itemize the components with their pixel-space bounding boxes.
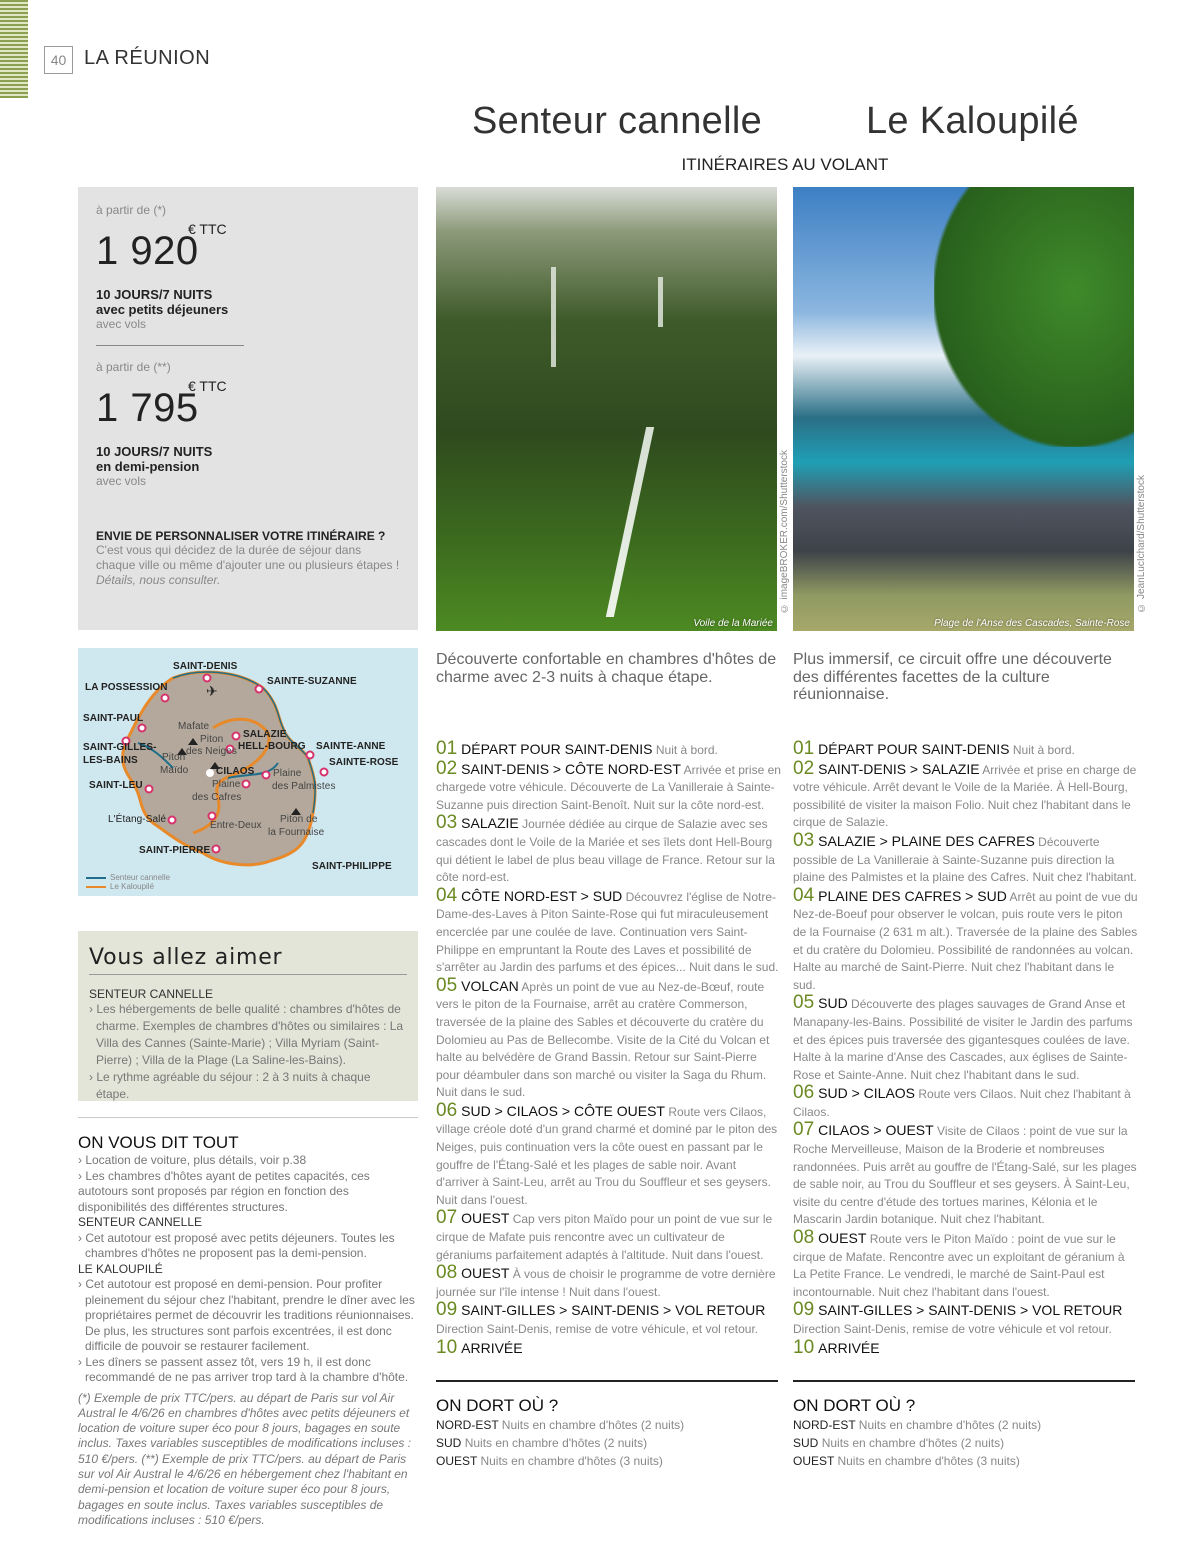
photo-caption: Voile de la Mariée xyxy=(693,618,773,629)
step-title: DÉPART POUR SAINT-DENIS xyxy=(818,741,1010,757)
flights: avec vols xyxy=(96,474,147,488)
price-row xyxy=(96,378,400,430)
step-text: Découverte possible de La Vanilleraie à Sainte-Suzanne puis direction la plaine des Palmistes et la plaine des Cafres. Nuit chez l'habitant. xyxy=(793,834,1137,885)
divider xyxy=(96,345,244,346)
accommodation-row xyxy=(793,1434,1135,1452)
step-text: Arrivée et prise en charge de votre véhicule. Arrêt devant le Voile de la Mariée. À Hell-Bourg, possibilité de visiter la maison Folio. Nuit chez l'habitant dans le cirque de Salazie. xyxy=(793,762,1137,830)
step-number: 05 xyxy=(793,992,815,1014)
step-number: 06 xyxy=(436,1099,458,1121)
circuit-title-senteur: Senteur cannelle xyxy=(472,100,763,142)
info-item: › Cet autotour est proposé en demi-pension. Pour profiter pleinement du séjour chez l'habitant, prendre le dîner avec les propriétaires permet de découvrir les traditions réunionnaises. De plus, les structures sont parfois excentrées, il est donc difficile de pouvoir se restaurer facilement. xyxy=(78,1277,415,1353)
step-number: 07 xyxy=(793,1119,815,1141)
step-text: Nuit à bord. xyxy=(655,743,718,757)
step-number: 02 xyxy=(436,757,458,779)
duration: 10 JOURS/7 NUITS xyxy=(96,444,213,459)
region: SUD xyxy=(436,1436,462,1450)
map-label: SAINT-DENIS xyxy=(173,661,238,672)
step-number: 01 xyxy=(436,738,458,759)
highlights-section: SENTEUR CANNELLE xyxy=(89,987,214,1001)
map-label: SAINTE-ROSE xyxy=(329,757,399,768)
step-number: 07 xyxy=(436,1207,458,1229)
map-label: SAINTE-SUZANNE xyxy=(267,676,357,687)
svg-text:✈: ✈ xyxy=(206,684,218,700)
itinerary-step xyxy=(793,1336,1138,1359)
step-title: SUD > CILAOS > CÔTE OUEST xyxy=(461,1102,665,1119)
step-text: Route vers Cilaos. Nuit chez l'habitant à Cilaos. xyxy=(793,1087,1131,1119)
region: OUEST xyxy=(793,1454,835,1468)
step-number: 04 xyxy=(436,884,458,906)
map-label: HELL-BOURG xyxy=(238,741,306,752)
step-number: 06 xyxy=(793,1082,815,1104)
step-text: Arrêt au point de vue du Nez-de-Boeuf pour observer le volcan, puis route vers le piton de la Fournaise (2 631 m alt.). Traversée de la plaine des Sables et du cratère du Dolomieu. Possibilité de randonnées au volcan. Halte au marché de Saint-Pierre. Nuit chez l'habitant dans le sud. xyxy=(793,889,1138,992)
step-number: 10 xyxy=(436,1336,458,1358)
step-title: OUEST xyxy=(461,1210,510,1227)
legend-label: Senteur cannelle xyxy=(110,873,171,882)
region: SUD xyxy=(793,1436,819,1450)
price-currency: € TTC xyxy=(188,221,227,237)
itinerary-step xyxy=(793,1229,1138,1301)
photo-caption: Plage de l'Anse des Cascades, Sainte-Rose xyxy=(934,618,1130,629)
price-value: 1 795 xyxy=(96,386,199,430)
photo-credit: © JeanLucIchard/Shutterstock xyxy=(1136,475,1147,613)
map-label: SAINT-PIERRE xyxy=(139,845,211,856)
intro-senteur: Découverte confortable en chambres d'hôtes de charme avec 2-3 nuits à chaque étape. xyxy=(436,651,777,686)
itinerary-step xyxy=(793,757,1138,832)
map-label: SAINT-PAUL xyxy=(83,713,144,724)
step-text: Nuit à bord. xyxy=(1012,743,1075,757)
duration: 10 JOURS/7 NUITS xyxy=(96,287,213,302)
waterfall-shape xyxy=(658,277,663,327)
itinerary-step xyxy=(436,1301,781,1338)
highlights-box xyxy=(78,931,418,1101)
accommodation-title: ON DORT OÙ ? xyxy=(436,1396,559,1415)
map-legend xyxy=(86,873,170,891)
price-box xyxy=(78,187,418,630)
accommodation-row xyxy=(436,1416,778,1434)
customize-text: C'est vous qui décidez de la durée de séjour dans chaque ville ou même d'ajouter une ou plusieurs étapes ! xyxy=(96,543,400,572)
accommodation-row xyxy=(793,1416,1135,1434)
highlight-item: › Le rythme agréable du séjour : 2 à 3 nuits à chaque étape. xyxy=(89,1070,371,1101)
nights: Nuits en chambre d'hôtes (3 nuits) xyxy=(837,1454,1020,1468)
map-label: LA POSSESSION xyxy=(85,682,168,693)
itinerary-step xyxy=(793,884,1138,995)
decorative-stripes xyxy=(0,0,28,98)
flights: avec vols xyxy=(96,317,147,331)
info-item: › Cet autotour est proposé avec petits déjeuners. Toutes les chambres d'hôtes ne proposent pas la demi-pension. xyxy=(78,1230,395,1260)
step-number: 05 xyxy=(436,974,458,996)
itinerary-step xyxy=(436,1264,781,1301)
itinerary-step xyxy=(793,994,1138,1084)
photo-credit: © imageBROKER.com/Shutterstock xyxy=(779,450,790,614)
map-label: SAINT-GILLES- xyxy=(83,742,157,753)
itinerary-step xyxy=(793,1121,1138,1229)
accommodation-row xyxy=(793,1452,1135,1470)
map-label: SALAZIE xyxy=(243,729,287,740)
info-title: ON VOUS DIT TOUT xyxy=(78,1133,239,1152)
itinerary-kaloupile xyxy=(793,740,1138,1358)
subtitle: ITINÉRAIRES AU VOLANT xyxy=(681,155,889,174)
itinerary-step xyxy=(436,974,781,1102)
circuit-title-kaloupile: Le Kaloupilé xyxy=(866,100,1079,142)
intro-kaloupile: Plus immersif, ce circuit offre une découverte des différentes facettes de la culture réunionnaise. xyxy=(793,651,1112,703)
step-text: Cap vers piton Maïdo pour un point de vue sur le cirque de Mafate puis rencontre avec un cultivateur de géraniums parfaitement adaptés à l'altitude. Nuit dans l'ouest. xyxy=(436,1212,773,1262)
highlight-item: › Les hébergements de belle qualité : chambres d'hôtes de charme. Exemples de chambres d'hôtes ou similaires : La Villa des Cannes (Sainte-Marie) ; Villa Myriam (Saint-Pierre) ; Villa de la Plage (La Saline-les-Bains). xyxy=(89,1002,404,1067)
accommodation-kaloupile xyxy=(793,1380,1135,1470)
itinerary-step xyxy=(793,829,1138,887)
region: NORD-EST xyxy=(793,1418,856,1432)
itinerary-step xyxy=(436,740,781,760)
step-title: ARRIVÉE xyxy=(818,1339,880,1356)
step-number: 04 xyxy=(793,884,815,906)
step-text: Journée dédiée au cirque de Salazie avec ses cascades dont le Voile de la Mariée et ses îlets dont Hell-Bourg qui détient le label de plus beau village de France. Retour sur la côte nord-est. xyxy=(436,817,775,885)
step-number: 09 xyxy=(436,1299,458,1321)
step-title: SALAZIE > PLAINE DES CAFRES xyxy=(818,832,1035,849)
map-label: Plaine xyxy=(273,768,302,779)
step-number: 08 xyxy=(793,1227,815,1249)
itinerary-step xyxy=(436,1099,781,1210)
reunion-map xyxy=(78,648,418,896)
region: NORD-EST xyxy=(436,1418,499,1432)
price-currency: € TTC xyxy=(188,378,227,394)
step-text: Découvrez l'église de Notre-Dame-des-Laves à Piton Sainte-Rose qui fut miraculeusement encerclée par une coulée de lave. Continuation vers Saint-Philippe en empruntant la Route des Laves et possibilité de s'arrêter au Jardin des parfums et des épices... Nuit dans le sud. xyxy=(436,889,779,975)
customize-title: ENVIE DE PERSONNALISER VOTRE ITINÉRAIRE ? xyxy=(96,529,386,543)
step-title: OUEST xyxy=(461,1265,510,1282)
step-number: 08 xyxy=(436,1262,458,1284)
map-label: LES-BAINS xyxy=(83,755,138,766)
itinerary-senteur xyxy=(436,740,781,1358)
nights: Nuits en chambre d'hôtes (2 nuits) xyxy=(858,1418,1042,1432)
price-from-label: à partir de (*) xyxy=(96,203,167,217)
photo-waterfall xyxy=(436,187,777,631)
step-number: 10 xyxy=(793,1336,815,1358)
step-title: DÉPART POUR SAINT-DENIS xyxy=(461,741,653,757)
step-text: Route vers le Piton Maïdo : point de vue sur le cirque de Mafate. Rencontre avec un exploitant de géranium à La Petite France. Le vendredi, le marché de Saint-Paul est incontournable. Nuit chez l'habitant dans l'ouest. xyxy=(793,1232,1125,1299)
itinerary-step xyxy=(436,757,781,815)
photo-coast xyxy=(793,187,1134,631)
step-number: 01 xyxy=(793,738,815,759)
customize-note: Détails, nous consulter. xyxy=(96,573,221,587)
highlights-title: Vous allez aimer xyxy=(89,945,407,975)
map-label: Plaine xyxy=(212,779,241,790)
step-title: SUD > CILAOS xyxy=(818,1085,916,1102)
step-title: ARRIVÉE xyxy=(461,1339,523,1356)
region: OUEST xyxy=(436,1454,478,1468)
info-section xyxy=(78,1133,418,1528)
accommodation-row xyxy=(436,1434,778,1452)
accommodation-title: ON DORT OÙ ? xyxy=(793,1396,916,1415)
cliff-shape xyxy=(934,187,1134,447)
waterfall-shape xyxy=(551,267,556,367)
waterfall-shape xyxy=(606,427,654,617)
divider xyxy=(78,1117,418,1118)
step-text: À vous de choisir le programme de votre dernière journée sur l'île intense ! Nuit dans l'ouest. xyxy=(436,1267,776,1299)
itinerary-step xyxy=(436,1336,781,1359)
accommodation-row xyxy=(436,1452,778,1470)
itinerary-step xyxy=(793,1084,1138,1121)
step-number: 03 xyxy=(436,812,458,834)
step-title: SAINT-GILLES > SAINT-DENIS > VOL RETOUR xyxy=(818,1302,1123,1319)
price-row xyxy=(96,221,400,273)
itinerary-step xyxy=(793,1301,1138,1338)
map-label: Maïdo xyxy=(160,765,189,776)
step-text: Visite de Cilaos : point de vue sur la Roche Merveilleuse, Maison de la Broderie et nombreuses randonnées. Puis arrêt au gouffre de l'Étang-Salé, sur les plages de sable noir, au Trou du Souffleur et ses geysers. À Saint-Leu, visite du centre d'étude des tortues marines, Kélonia et le Mascarin Jardin botanique. Nuit chez l'habitant. xyxy=(793,1124,1137,1227)
info-item: › Les dîners se passent assez tôt, vers 19 h, il est donc recommandé de ne pas arriver trop tard à la chambre d'hôte. xyxy=(78,1354,409,1384)
nights: Nuits en chambre d'hôtes (2 nuits) xyxy=(464,1436,648,1450)
step-title: OUEST xyxy=(818,1230,867,1247)
price-from-label: à partir de (**) xyxy=(96,360,171,374)
nights: Nuits en chambre d'hôtes (3 nuits) xyxy=(480,1454,663,1468)
itinerary-step xyxy=(436,814,781,886)
board: en demi-pension xyxy=(96,459,200,474)
step-title: VOLCAN xyxy=(461,977,519,994)
step-title: SAINT-GILLES > SAINT-DENIS > VOL RETOUR xyxy=(461,1302,766,1319)
legend-line-icon xyxy=(86,877,106,879)
map-label: la Fournaise xyxy=(268,827,325,838)
map-label: des Cafres xyxy=(192,792,242,803)
step-number: 03 xyxy=(793,829,815,851)
itinerary-step xyxy=(436,1209,781,1264)
step-title: SAINT-DENIS > CÔTE NORD-EST xyxy=(461,760,681,777)
price-footnote: (*) Exemple de prix TTC/pers. au départ de Paris sur vol Air Austral le 4/6/26 en chambres d'hôtes avec petits déjeuners et location de voiture super éco pour 8 jours, bagages en soute inclus. Taxes variables susceptibles de modifications incluses : 510 €/pers. (**) Exemple de prix TTC/pers. au départ de Paris sur vol Air Austral le 4/6/26 en hébergement chez l'habitant en demi-pension et location de voiture super éco pour 8 jours, bagages en soute inclus. Taxes variables susceptibles de modifications incluses : 510 €/pers. xyxy=(78,1390,412,1527)
map-label: Piton de xyxy=(280,814,318,825)
map-label: CILAOS xyxy=(216,766,255,777)
map-label: Piton xyxy=(200,734,224,745)
step-title: SUD xyxy=(818,995,848,1012)
nights: Nuits en chambre d'hôtes (2 nuits) xyxy=(821,1436,1005,1450)
map-label: des Neiges xyxy=(186,746,238,757)
step-title: CILAOS > OUEST xyxy=(818,1122,934,1139)
itinerary-step xyxy=(436,884,781,977)
section-title: LA RÉUNION xyxy=(84,47,211,69)
info-item: › Location de voiture, plus détails, voir p.38 xyxy=(78,1153,307,1167)
info-subtitle: LE KALOUPILÉ xyxy=(78,1261,163,1276)
page-number: 40 xyxy=(44,46,73,74)
price-value: 1 920 xyxy=(96,229,199,273)
step-title: PLAINE DES CAFRES > SUD xyxy=(818,887,1007,904)
step-text: Direction Saint-Denis, remise de votre véhicule, et vol retour. xyxy=(436,1322,759,1336)
map-label: Piton xyxy=(162,752,186,763)
accommodation-senteur xyxy=(436,1380,778,1470)
map-label: Entre-Deux xyxy=(210,820,262,831)
map-label: SAINT-LEU xyxy=(89,780,143,791)
step-number: 02 xyxy=(793,757,815,779)
step-text: Route vers Cilaos, village créole doté d'un grand charmé et dominé par le piton des Neiges, puis continuation vers la côte ouest en passant par le gouffre de l'Étang-Salé et les plages de sable noir. Avant d'arriver à Saint-Leu, arrêt au Trou du Souffleur et ses geysers. Nuit dans l'ouest. xyxy=(436,1104,778,1207)
step-title: SAINT-DENIS > SALAZIE xyxy=(818,760,980,777)
info-item: › Les chambres d'hôtes ayant de petites capacités, ces autotours sont proposés par région en fonction des disponibilités des différentes structures. xyxy=(78,1168,370,1214)
step-number: 09 xyxy=(793,1299,815,1321)
step-title: CÔTE NORD-EST > SUD xyxy=(461,887,623,904)
map-label: des Palmistes xyxy=(272,781,336,792)
legend-line-icon xyxy=(86,886,106,888)
map-label: Mafate xyxy=(178,721,210,732)
step-text: Arrivée et prise en chargede votre véhicule. Découverte de La Vanilleraie à Sainte-Suzanne puis direction Saint-Benoît. Nuit sur la côte nord-est. xyxy=(436,762,781,812)
map-label: L'Étang-Salé xyxy=(108,814,167,825)
info-subtitle: SENTEUR CANNELLE xyxy=(78,1215,203,1229)
nights: Nuits en chambre d'hôtes (2 nuits) xyxy=(501,1418,685,1432)
map-label: SAINT-PHILIPPE xyxy=(312,861,392,872)
itinerary-step xyxy=(793,740,1138,760)
step-title: SALAZIE xyxy=(461,815,519,832)
map-label: SAINTE-ANNE xyxy=(316,741,386,752)
step-text: Après un point de vue au Nez-de-Bœuf, route vers le piton de la Fournaise, arrêt au cratère Commerson, traversée de la plaine des Sables et découverte du cratère du Dolomieu au Pas de Bellecombe. Visite de la Cité du Volcan et halte au belvédère de Grand Bassin. Retour sur Saint-Pierre pour déambuler dans son marché ou visiter la Saga du Rhum. Nuit dans le sud. xyxy=(436,979,770,1100)
step-text: Direction Saint-Denis, remise de votre véhicule et vol retour. xyxy=(793,1322,1112,1336)
step-text: Découverte des plages sauvages de Grand Anse et Manapany-les-Bains. Possibilité de visiter le Jardin des parfums et des épices puis traversée des gigantesques coulées de lave. Halte à la marine d'Anse des Cascades, aux églises de Sainte-Rose et Sainte-Anne. Nuit chez l'habitant dans le sud. xyxy=(793,997,1133,1082)
board: avec petits déjeuners xyxy=(96,302,229,317)
legend-label: Le Kaloupilé xyxy=(110,882,155,891)
